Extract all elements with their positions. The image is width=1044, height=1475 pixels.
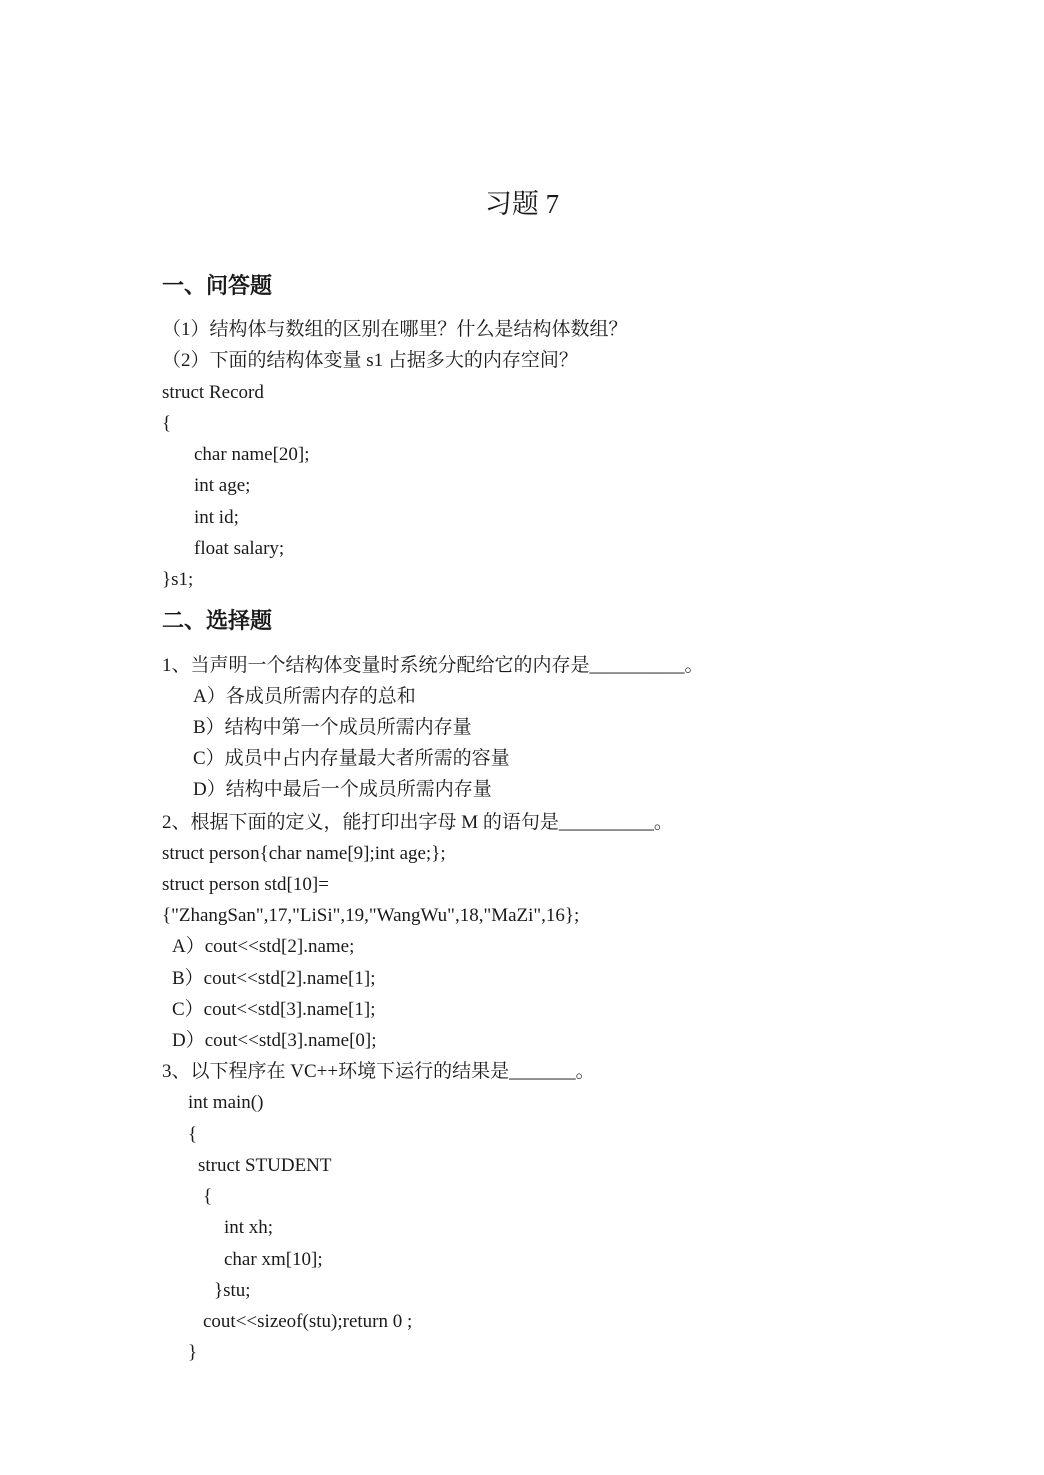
answer-option: A）cout<<std[2].name; — [172, 936, 355, 957]
question-text: （2）下面的结构体变量 s1 占据多大的内存空间？ — [162, 350, 578, 371]
code-line: struct Record — [162, 382, 264, 403]
answer-option: D）cout<<std[3].name[0]; — [172, 1030, 377, 1051]
code-line: int main() — [188, 1092, 264, 1113]
page-title: 习题 7 — [484, 189, 560, 219]
section-heading-choice: 二、选择题 — [162, 609, 273, 634]
answer-option: A）各成员所需内存的总和 — [193, 686, 416, 707]
code-line: char xm[10]; — [224, 1249, 323, 1270]
code-line: { — [188, 1124, 198, 1145]
answer-option: B）cout<<std[2].name[1]; — [172, 968, 376, 989]
code-line: }stu; — [214, 1280, 251, 1301]
code-line: struct person std[10]= — [162, 874, 329, 895]
code-line: int id; — [194, 507, 239, 528]
question-stem: 2、根据下面的定义，能打印出字母 M 的语句是__________。 — [162, 812, 673, 833]
question-stem: 3、以下程序在 VC++环境下运行的结果是_______。 — [162, 1061, 595, 1082]
question-text: （1）结构体与数组的区别在哪里？什么是结构体数组？ — [162, 319, 628, 340]
code-line: struct STUDENT — [198, 1155, 332, 1176]
code-line: {"ZhangSan",17,"LiSi",19,"WangWu",18,"MaZi",16}; — [162, 905, 580, 926]
answer-option: C）cout<<std[3].name[1]; — [172, 999, 376, 1020]
code-line: }s1; — [162, 569, 194, 590]
section-heading-qa: 一、问答题 — [162, 274, 273, 299]
code-line: int xh; — [224, 1217, 274, 1238]
code-line: struct person{char name[9];int age;}; — [162, 843, 446, 864]
answer-option: B）结构中第一个成员所需内存量 — [193, 717, 472, 738]
code-line: char name[20]; — [194, 444, 310, 465]
code-line: { — [162, 413, 172, 434]
question-stem: 1、当声明一个结构体变量时系统分配给它的内存是__________。 — [162, 655, 704, 676]
code-line: { — [203, 1186, 213, 1207]
code-line: } — [188, 1342, 198, 1363]
answer-option: D）结构中最后一个成员所需内存量 — [193, 779, 492, 800]
code-line: float salary; — [194, 538, 285, 559]
code-line: cout<<sizeof(stu);return 0 ; — [203, 1311, 413, 1332]
answer-option: C）成员中占内存量最大者所需的容量 — [193, 748, 510, 769]
code-line: int age; — [194, 475, 251, 496]
